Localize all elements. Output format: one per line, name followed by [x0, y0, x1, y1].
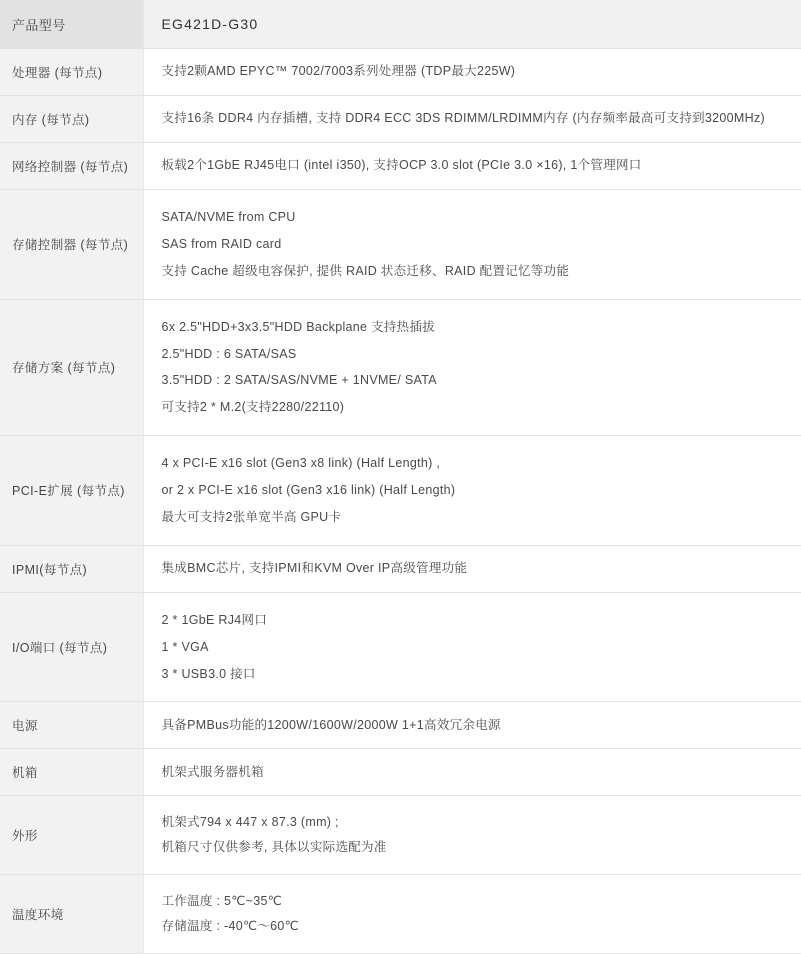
spec-value-line: 工作温度 : 5℃~35℃: [161, 894, 283, 909]
spec-row: [0, 796, 801, 875]
spec-row-label: 内存 (每节点): [0, 96, 143, 143]
spec-row-value: [143, 436, 801, 546]
spec-value-line: 3.5"HDD : 2 SATA/SAS/NVME + 1NVME/ SATA: [161, 373, 437, 388]
spec-row: [0, 545, 801, 592]
spec-value-line: SAS from RAID card: [161, 236, 282, 251]
spec-value-line: 存储温度 : -40℃～60℃: [161, 919, 299, 934]
spec-value-line: 3 * USB3.0 接口: [161, 666, 256, 681]
spec-row-label: 存储方案 (每节点): [0, 299, 143, 436]
spec-row-value: [143, 49, 801, 96]
spec-value-line: 具备PMBus功能的1200W/1600W/2000W 1+1高效冗余电源: [161, 717, 501, 732]
spec-value-line: 可支持2 * M.2(支持2280/22110): [161, 400, 345, 415]
spec-row: [0, 190, 801, 300]
spec-value-line: 支持2颗AMD EPYC™ 7002/7003系列处理器 (TDP最大225W): [161, 64, 516, 79]
spec-row-label: 网络控制器 (每节点): [0, 143, 143, 190]
spec-row-label: 外形: [0, 796, 143, 875]
spec-value-line: 机架式794 x 447 x 87.3 (mm) ;: [161, 815, 339, 830]
spec-value-line: 板载2个1GbE RJ45电口 (intel i350), 支持OCP 3.0 slot (PCIe 3.0 ×16), 1个管理网口: [161, 158, 642, 173]
spec-row-label: 温度环境: [0, 875, 143, 954]
spec-row-value: [143, 299, 801, 436]
spec-row-value: [143, 875, 801, 954]
spec-row: [0, 49, 801, 96]
spec-row-value: [143, 143, 801, 190]
spec-row-value: [143, 96, 801, 143]
spec-value-line: 6x 2.5"HDD+3x3.5"HDD Backplane 支持热插拔: [161, 319, 436, 334]
spec-row: [0, 143, 801, 190]
spec-row-value: [143, 796, 801, 875]
spec-row: [0, 436, 801, 546]
spec-row-label: 处理器 (每节点): [0, 49, 143, 96]
spec-value-line: or 2 x PCI-E x16 slot (Gen3 x16 link) (Half Length): [161, 483, 456, 497]
spec-value-line: 集成BMC芯片, 支持IPMI和KVM Over IP高级管理功能: [161, 561, 468, 575]
spec-value-line: 2.5"HDD : 6 SATA/SAS: [161, 346, 297, 361]
spec-value-line: 最大可支持2张单宽半高 GPU卡: [161, 509, 342, 524]
spec-row: [0, 299, 801, 436]
spec-value-line: 机箱尺寸仅供参考, 具体以实际选配为准: [161, 840, 387, 855]
spec-row-label: I/O端口 (每节点): [0, 592, 143, 702]
spec-row-label: 电源: [0, 702, 143, 749]
spec-row-value: [143, 545, 801, 592]
spec-value-line: 支持16条 DDR4 内存插槽, 支持 DDR4 ECC 3DS RDIMM/LRDIMM内存 (内存频率最高可支持到3200MHz): [161, 111, 765, 126]
spec-header-value: EG421D-G30: [143, 0, 801, 49]
spec-row: [0, 875, 801, 954]
spec-value-line: 4 x PCI-E x16 slot (Gen3 x8 link) (Half Length) ,: [161, 456, 441, 471]
spec-row-value: [143, 592, 801, 702]
spec-row: [0, 96, 801, 143]
spec-row-value: [143, 702, 801, 749]
spec-header-row: [0, 0, 801, 49]
spec-value-line: 1 * VGA: [161, 639, 209, 654]
spec-row-value: [143, 190, 801, 300]
spec-row-label: 存储控制器 (每节点): [0, 190, 143, 300]
spec-value-line: 机架式服务器机箱: [161, 764, 264, 779]
spec-value-line: 支持 Cache 超级电容保护, 提供 RAID 状态迁移、RAID 配置记忆等功能: [161, 263, 570, 278]
spec-row-label: IPMI(每节点): [0, 545, 143, 592]
spec-row-label: 机箱: [0, 749, 143, 796]
spec-value-line: 2 * 1GbE RJ4网口: [161, 612, 268, 627]
spec-header-label: 产品型号: [0, 0, 143, 49]
spec-row: [0, 592, 801, 702]
spec-row-value: [143, 749, 801, 796]
spec-value-line: SATA/NVME from CPU: [161, 210, 296, 224]
spec-row: [0, 749, 801, 796]
spec-row: [0, 702, 801, 749]
spec-row-label: PCI-E扩展 (每节点): [0, 436, 143, 546]
